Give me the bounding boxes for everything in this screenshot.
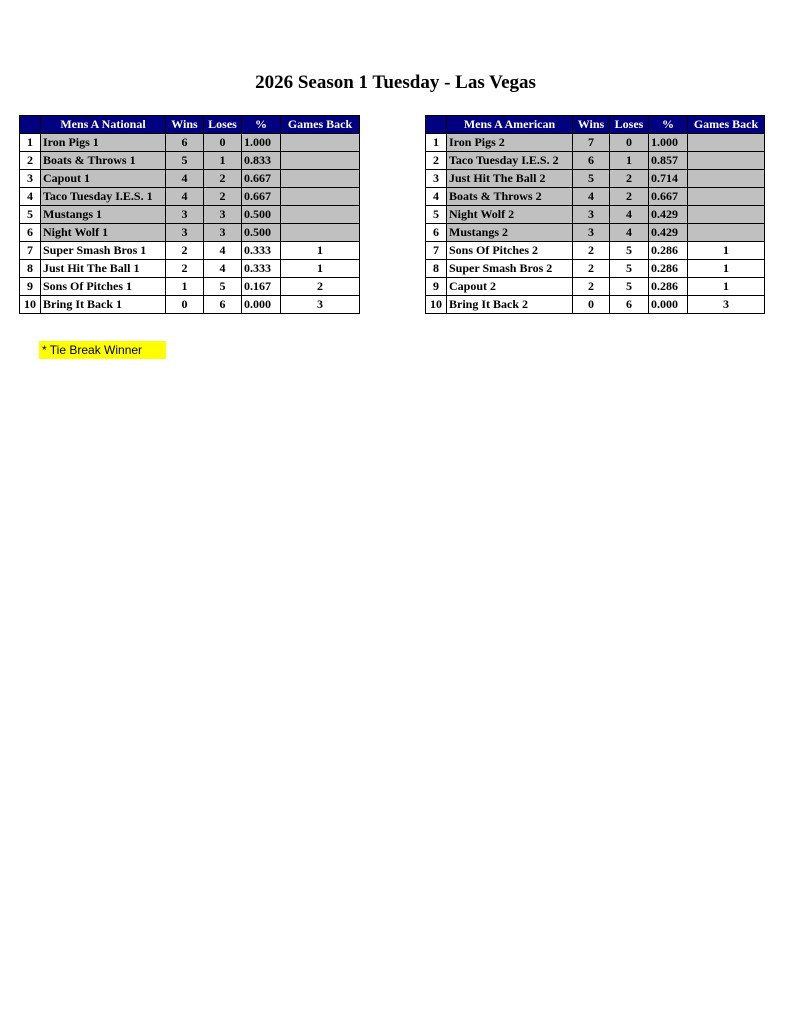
- rank-cell: 3: [20, 170, 41, 188]
- team-cell: Super Smash Bros 1: [41, 242, 166, 260]
- team-cell: Just Hit The Ball 2: [447, 170, 573, 188]
- wins-cell: 2: [166, 242, 204, 260]
- games-back-cell: 1: [688, 260, 765, 278]
- table-row: [20, 260, 360, 278]
- rank-cell: 5: [20, 206, 41, 224]
- games-back-cell: [281, 134, 360, 152]
- wins-cell: 3: [573, 224, 610, 242]
- header-loses: Loses: [204, 116, 242, 134]
- team-cell: Iron Pigs 2: [447, 134, 573, 152]
- rank-cell: 9: [426, 278, 447, 296]
- wins-cell: 2: [573, 260, 610, 278]
- header-pct: %: [649, 116, 688, 134]
- team-cell: Sons Of Pitches 1: [41, 278, 166, 296]
- team-cell: Bring It Back 2: [447, 296, 573, 314]
- loses-cell: 0: [610, 134, 649, 152]
- table-row: [20, 206, 360, 224]
- rank-cell: 4: [20, 188, 41, 206]
- loses-cell: 3: [204, 224, 242, 242]
- header-pct: %: [242, 116, 281, 134]
- loses-cell: 5: [610, 242, 649, 260]
- pct-cell: 0.500: [242, 224, 281, 242]
- games-back-cell: [688, 170, 765, 188]
- games-back-cell: 2: [281, 278, 360, 296]
- wins-cell: 2: [573, 242, 610, 260]
- loses-cell: 4: [204, 260, 242, 278]
- pct-cell: 0.714: [649, 170, 688, 188]
- rank-cell: 6: [426, 224, 447, 242]
- rank-cell: 7: [20, 242, 41, 260]
- games-back-cell: [688, 206, 765, 224]
- team-cell: Night Wolf 1: [41, 224, 166, 242]
- pct-cell: 0.667: [242, 188, 281, 206]
- loses-cell: 5: [610, 260, 649, 278]
- header-row: [20, 116, 360, 134]
- loses-cell: 2: [204, 170, 242, 188]
- wins-cell: 2: [573, 278, 610, 296]
- wins-cell: 4: [573, 188, 610, 206]
- header-division: Mens A National: [41, 116, 166, 134]
- pct-cell: 1.000: [242, 134, 281, 152]
- rank-cell: 2: [426, 152, 447, 170]
- wins-cell: 1: [166, 278, 204, 296]
- rank-cell: 3: [426, 170, 447, 188]
- pct-cell: 0.429: [649, 206, 688, 224]
- loses-cell: 4: [204, 242, 242, 260]
- wins-cell: 2: [166, 260, 204, 278]
- loses-cell: 3: [204, 206, 242, 224]
- team-cell: Boats & Throws 1: [41, 152, 166, 170]
- table-row: [20, 134, 360, 152]
- games-back-cell: 1: [688, 242, 765, 260]
- loses-cell: 2: [610, 170, 649, 188]
- wins-cell: 5: [573, 170, 610, 188]
- games-back-cell: [688, 134, 765, 152]
- team-cell: Boats & Throws 2: [447, 188, 573, 206]
- table-row: [426, 188, 765, 206]
- pct-cell: 0.000: [649, 296, 688, 314]
- wins-cell: 3: [166, 206, 204, 224]
- wins-cell: 4: [166, 188, 204, 206]
- table-row: [20, 188, 360, 206]
- team-cell: Capout 1: [41, 170, 166, 188]
- header-wins: Wins: [166, 116, 204, 134]
- team-cell: Sons Of Pitches 2: [447, 242, 573, 260]
- header-row: [426, 116, 765, 134]
- rank-cell: 8: [426, 260, 447, 278]
- pct-cell: 0.667: [649, 188, 688, 206]
- loses-cell: 6: [204, 296, 242, 314]
- games-back-cell: [281, 224, 360, 242]
- pct-cell: 0.429: [649, 224, 688, 242]
- header-games-back: Games Back: [688, 116, 765, 134]
- games-back-cell: [281, 152, 360, 170]
- games-back-cell: 1: [281, 242, 360, 260]
- table-row: [426, 152, 765, 170]
- table-row: [426, 296, 765, 314]
- table-row: [426, 242, 765, 260]
- games-back-cell: 3: [688, 296, 765, 314]
- pct-cell: 0.833: [242, 152, 281, 170]
- games-back-cell: 1: [281, 260, 360, 278]
- wins-cell: 5: [166, 152, 204, 170]
- table-row: [20, 296, 360, 314]
- header-wins: Wins: [573, 116, 610, 134]
- table-row: [426, 278, 765, 296]
- rank-cell: 1: [426, 134, 447, 152]
- pct-cell: 0.500: [242, 206, 281, 224]
- team-cell: Taco Tuesday I.E.S. 2: [447, 152, 573, 170]
- page-title: 2026 Season 1 Tuesday - Las Vegas: [255, 72, 536, 93]
- rank-cell: 10: [426, 296, 447, 314]
- wins-cell: 0: [166, 296, 204, 314]
- pct-cell: 0.000: [242, 296, 281, 314]
- team-cell: Night Wolf 2: [447, 206, 573, 224]
- pct-cell: 0.286: [649, 278, 688, 296]
- pct-cell: 0.333: [242, 260, 281, 278]
- loses-cell: 1: [204, 152, 242, 170]
- loses-cell: 4: [610, 206, 649, 224]
- team-cell: Just Hit The Ball 1: [41, 260, 166, 278]
- pct-cell: 0.857: [649, 152, 688, 170]
- table-row: [426, 206, 765, 224]
- wins-cell: 4: [166, 170, 204, 188]
- standings-table-american: [425, 115, 765, 314]
- loses-cell: 6: [610, 296, 649, 314]
- games-back-cell: [688, 188, 765, 206]
- wins-cell: 6: [166, 134, 204, 152]
- rank-cell: 2: [20, 152, 41, 170]
- loses-cell: 4: [610, 224, 649, 242]
- loses-cell: 2: [204, 188, 242, 206]
- wins-cell: 0: [573, 296, 610, 314]
- team-cell: Mustangs 1: [41, 206, 166, 224]
- team-cell: Bring It Back 1: [41, 296, 166, 314]
- header-loses: Loses: [610, 116, 649, 134]
- team-cell: Iron Pigs 1: [41, 134, 166, 152]
- team-cell: Super Smash Bros 2: [447, 260, 573, 278]
- loses-cell: 5: [610, 278, 649, 296]
- team-cell: Mustangs 2: [447, 224, 573, 242]
- pct-cell: 1.000: [649, 134, 688, 152]
- table-row: [426, 134, 765, 152]
- team-cell: Capout 2: [447, 278, 573, 296]
- rank-cell: 10: [20, 296, 41, 314]
- table-row: [20, 170, 360, 188]
- games-back-cell: [281, 188, 360, 206]
- table-row: [426, 260, 765, 278]
- team-cell: Taco Tuesday I.E.S. 1: [41, 188, 166, 206]
- wins-cell: 3: [573, 206, 610, 224]
- games-back-cell: [281, 206, 360, 224]
- pct-cell: 0.286: [649, 260, 688, 278]
- loses-cell: 1: [610, 152, 649, 170]
- rank-cell: 8: [20, 260, 41, 278]
- wins-cell: 3: [166, 224, 204, 242]
- loses-cell: 0: [204, 134, 242, 152]
- wins-cell: 6: [573, 152, 610, 170]
- pct-cell: 0.286: [649, 242, 688, 260]
- table-row: [426, 224, 765, 242]
- games-back-cell: 3: [281, 296, 360, 314]
- pct-cell: 0.333: [242, 242, 281, 260]
- games-back-cell: [688, 152, 765, 170]
- wins-cell: 7: [573, 134, 610, 152]
- header-division: Mens A American: [447, 116, 573, 134]
- games-back-cell: [688, 224, 765, 242]
- header-games-back: Games Back: [281, 116, 360, 134]
- tie-break-legend: * Tie Break Winner: [39, 341, 166, 359]
- rank-cell: 7: [426, 242, 447, 260]
- loses-cell: 2: [610, 188, 649, 206]
- standings-table-national: [19, 115, 360, 314]
- rank-cell: 9: [20, 278, 41, 296]
- table-row: [20, 152, 360, 170]
- rank-cell: 4: [426, 188, 447, 206]
- games-back-cell: [281, 170, 360, 188]
- loses-cell: 5: [204, 278, 242, 296]
- pct-cell: 0.667: [242, 170, 281, 188]
- table-row: [20, 242, 360, 260]
- table-row: [20, 224, 360, 242]
- table-row: [20, 278, 360, 296]
- table-row: [426, 170, 765, 188]
- rank-cell: 1: [20, 134, 41, 152]
- pct-cell: 0.167: [242, 278, 281, 296]
- header-rank-cell: [20, 116, 41, 134]
- rank-cell: 5: [426, 206, 447, 224]
- games-back-cell: 1: [688, 278, 765, 296]
- header-rank-cell: [426, 116, 447, 134]
- rank-cell: 6: [20, 224, 41, 242]
